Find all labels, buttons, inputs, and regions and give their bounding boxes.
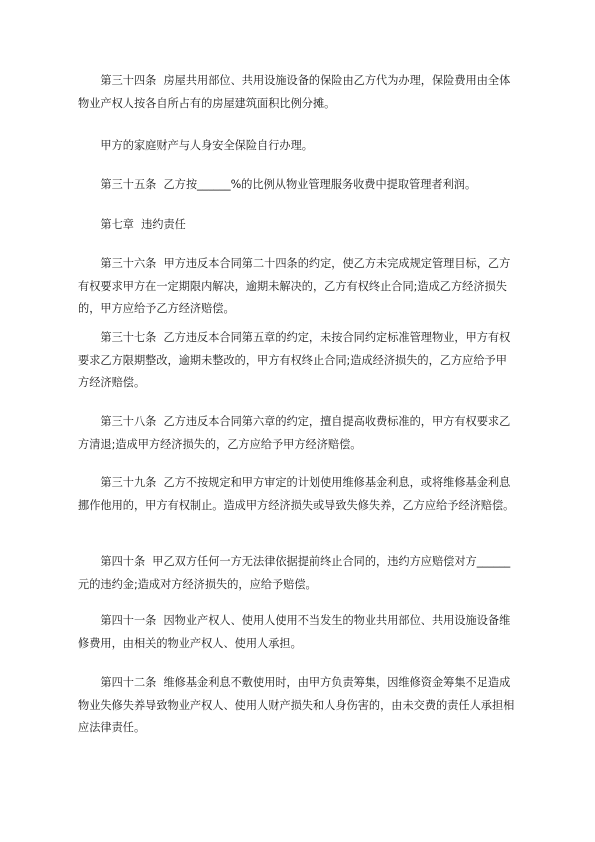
clause-38: 第三十八条 乙方违反本合同第六章的约定，擅自提高收费标准的，甲方有权要求乙方清退;造成甲方经济损失的，乙方应给予甲方经济赔偿。 <box>78 415 511 451</box>
clause-41: 第四十一条 因物业产权人、使用人使用不当发生的物业共用部位、共用设施设备维修费用，由相关的物业产权人、使用人承担。 <box>78 614 511 650</box>
home-insurance-paragraph: 甲方的家庭财产与人身安全保险自行办理。 <box>100 139 313 152</box>
clause-39: 第三十九条 乙方不按规定和甲方审定的计划使用维修基金利息，或将维修基金利息挪作他用的，甲方有权制止。造成甲方经济损失或导致失修失养，乙方应给予经济赔偿。 <box>78 476 515 512</box>
clause-40: 第四十条 甲乙双方任何一方无法律依据提前终止合同的，违约方应赔偿对方______元的违约金;造成对方经济损失的，应给予赔偿。 <box>78 555 511 591</box>
clause-35: 第三十五条 乙方按______%的比例从物业管理服务收费中提取管理者利润。 <box>100 178 477 191</box>
chapter-7-heading: 第七章 违约责任 <box>100 218 186 231</box>
clause-42: 第四十二条 维修基金利息不敷使用时，由甲方负责筹集，因维修资金筹集不足造成物业失修失养导致物业产权人、使用人财产损失和人身伤害的，由未交费的责任人承担相应法律责任。 <box>78 676 515 734</box>
clause-37: 第三十七条 乙方违反本合同第五章的约定，未按合同约定标准管理物业，甲方有权要求乙方限期整改，逾期未整改的，甲方有权终止合同;造成经济损失的，乙方应给予甲方经济赔偿。 <box>78 331 511 389</box>
clause-34: 第三十四条 房屋共用部位、共用设施设备的保险由乙方代为办理，保险费用由全体物业产权人按各自所占有的房屋建筑面积比例分摊。 <box>78 74 511 110</box>
clause-36: 第三十六条 甲方违反本合同第二十四条的约定，使乙方未完成规定管理目标，乙方有权要求甲方在一定期限内解决，逾期未解决的，乙方有权终止合同;造成乙方经济损失的，甲方应给予乙方经济赔偿。 <box>78 257 511 315</box>
